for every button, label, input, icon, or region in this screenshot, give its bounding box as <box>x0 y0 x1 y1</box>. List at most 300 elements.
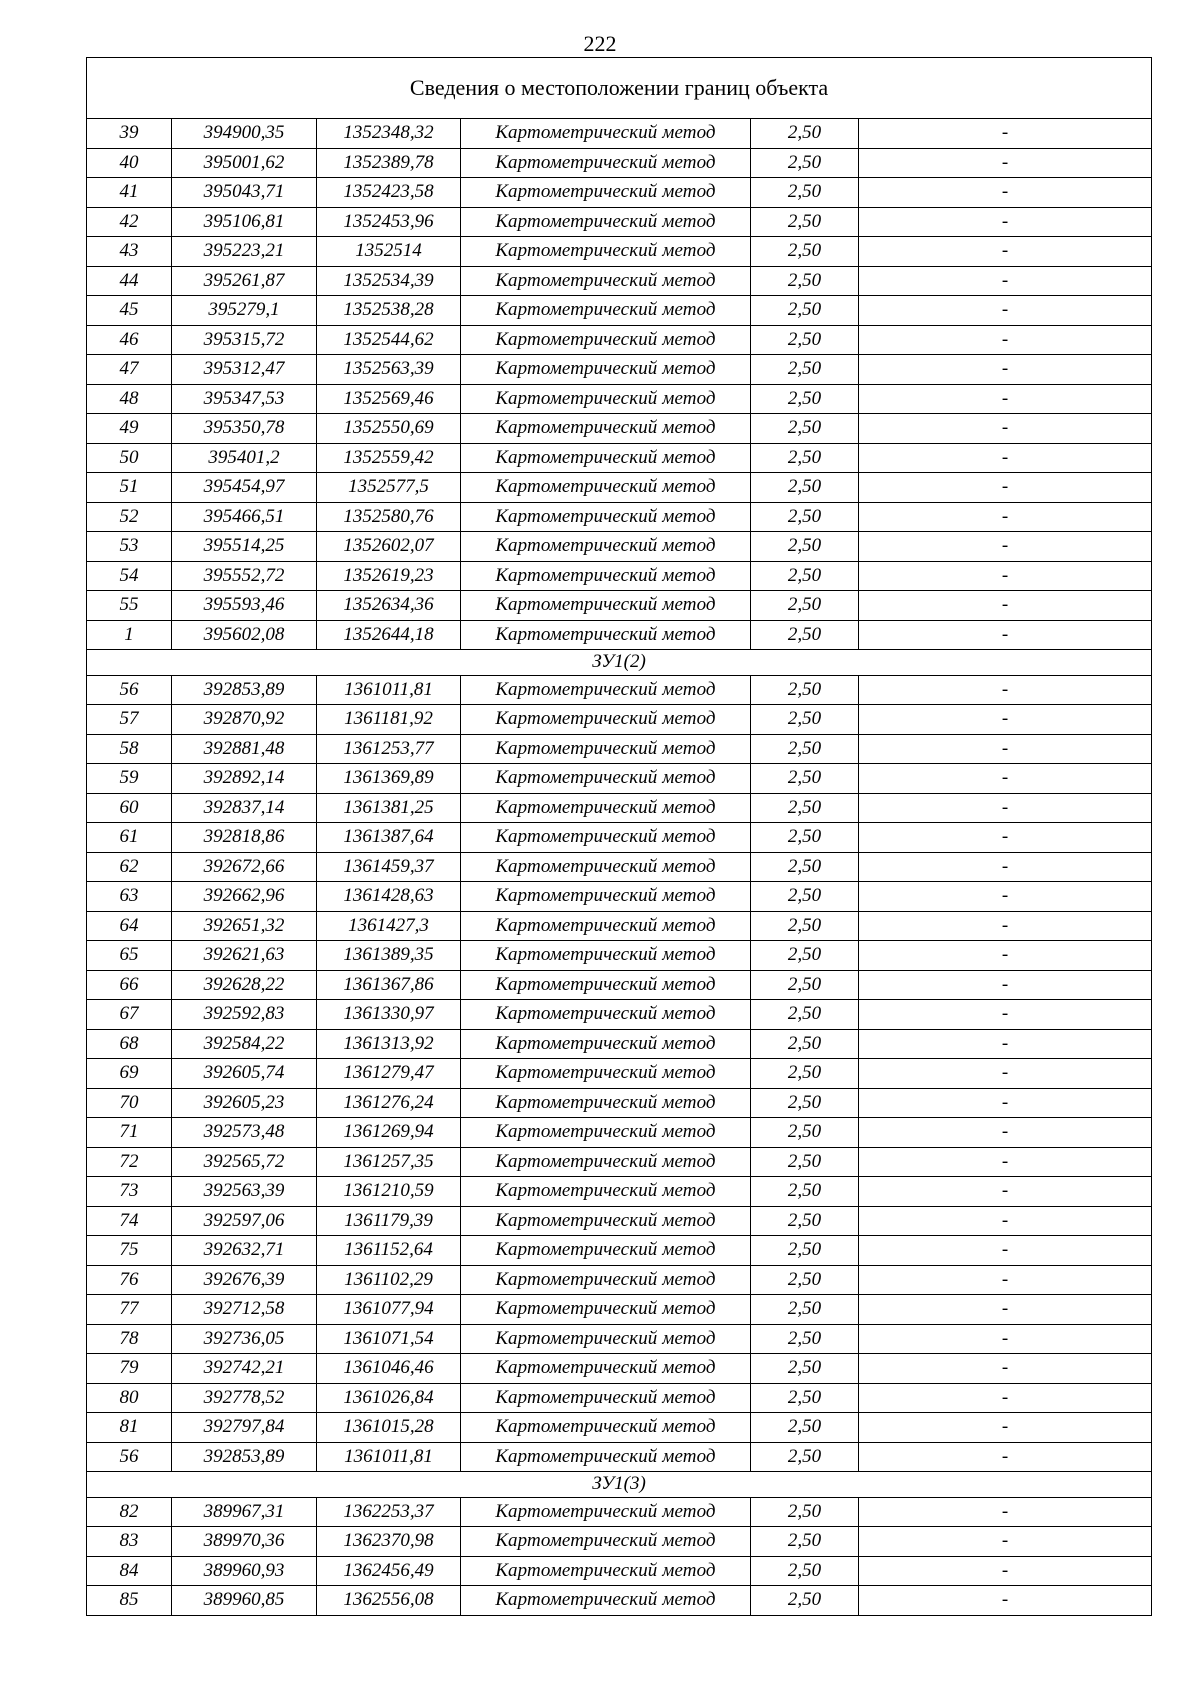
method-cell: Картометрический метод <box>461 1265 751 1295</box>
accuracy-cell: 2,50 <box>751 1059 859 1089</box>
method-cell: Картометрический метод <box>461 1442 751 1472</box>
accuracy-cell: 2,50 <box>751 561 859 591</box>
y-coordinate-cell: 1352644,18 <box>317 620 461 650</box>
accuracy-cell: 2,50 <box>751 823 859 853</box>
point-number-cell: 78 <box>87 1324 172 1354</box>
description-cell: - <box>859 911 1152 941</box>
point-number-cell: 57 <box>87 705 172 735</box>
x-coordinate-cell: 392632,71 <box>172 1236 317 1266</box>
y-coordinate-cell: 1352550,69 <box>317 414 461 444</box>
table-row <box>87 734 1152 764</box>
accuracy-cell: 2,50 <box>751 1029 859 1059</box>
description-cell: - <box>859 414 1152 444</box>
point-number-cell: 44 <box>87 266 172 296</box>
method-cell: Картометрический метод <box>461 207 751 237</box>
description-cell: - <box>859 1586 1152 1616</box>
x-coordinate-cell: 395315,72 <box>172 325 317 355</box>
y-coordinate-cell: 1361387,64 <box>317 823 461 853</box>
accuracy-cell: 2,50 <box>751 532 859 562</box>
table-row <box>87 764 1152 794</box>
method-cell: Картометрический метод <box>461 237 751 267</box>
method-cell: Картометрический метод <box>461 325 751 355</box>
point-number-cell: 82 <box>87 1497 172 1527</box>
table-row <box>87 266 1152 296</box>
table-row <box>87 355 1152 385</box>
method-cell: Картометрический метод <box>461 941 751 971</box>
table-row <box>87 705 1152 735</box>
y-coordinate-cell: 1362370,98 <box>317 1527 461 1557</box>
method-cell: Картометрический метод <box>461 266 751 296</box>
accuracy-cell: 2,50 <box>751 675 859 705</box>
accuracy-cell: 2,50 <box>751 355 859 385</box>
y-coordinate-cell: 1361381,25 <box>317 793 461 823</box>
y-coordinate-cell: 1361102,29 <box>317 1265 461 1295</box>
method-cell: Картометрический метод <box>461 1556 751 1586</box>
method-cell: Картометрический метод <box>461 1147 751 1177</box>
method-cell: Картометрический метод <box>461 1295 751 1325</box>
y-coordinate-cell: 1361427,3 <box>317 911 461 941</box>
description-cell: - <box>859 620 1152 650</box>
y-coordinate-cell: 1352453,96 <box>317 207 461 237</box>
x-coordinate-cell: 395350,78 <box>172 414 317 444</box>
description-cell: - <box>859 1497 1152 1527</box>
y-coordinate-cell: 1361313,92 <box>317 1029 461 1059</box>
accuracy-cell: 2,50 <box>751 970 859 1000</box>
point-number-cell: 58 <box>87 734 172 764</box>
table-row <box>87 1295 1152 1325</box>
x-coordinate-cell: 392565,72 <box>172 1147 317 1177</box>
method-cell: Картометрический метод <box>461 296 751 326</box>
point-number-cell: 85 <box>87 1586 172 1616</box>
table-row <box>87 941 1152 971</box>
point-number-cell: 51 <box>87 473 172 503</box>
point-number-cell: 47 <box>87 355 172 385</box>
table-row <box>87 620 1152 650</box>
description-cell: - <box>859 1088 1152 1118</box>
table-row <box>87 882 1152 912</box>
x-coordinate-cell: 389960,93 <box>172 1556 317 1586</box>
description-cell: - <box>859 119 1152 149</box>
method-cell: Картометрический метод <box>461 1383 751 1413</box>
method-cell: Картометрический метод <box>461 1497 751 1527</box>
method-cell: Картометрический метод <box>461 1118 751 1148</box>
description-cell: - <box>859 532 1152 562</box>
description-cell: - <box>859 675 1152 705</box>
point-number-cell: 67 <box>87 1000 172 1030</box>
table-row <box>87 1324 1152 1354</box>
y-coordinate-cell: 1361210,59 <box>317 1177 461 1207</box>
point-number-cell: 83 <box>87 1527 172 1557</box>
description-cell: - <box>859 1000 1152 1030</box>
y-coordinate-cell: 1352580,76 <box>317 502 461 532</box>
x-coordinate-cell: 392584,22 <box>172 1029 317 1059</box>
x-coordinate-cell: 392605,23 <box>172 1088 317 1118</box>
x-coordinate-cell: 392676,39 <box>172 1265 317 1295</box>
accuracy-cell: 2,50 <box>751 1236 859 1266</box>
description-cell: - <box>859 1206 1152 1236</box>
point-number-cell: 65 <box>87 941 172 971</box>
table-row <box>87 443 1152 473</box>
description-cell: - <box>859 852 1152 882</box>
description-cell: - <box>859 970 1152 1000</box>
accuracy-cell: 2,50 <box>751 414 859 444</box>
point-number-cell: 81 <box>87 1413 172 1443</box>
table-row <box>87 473 1152 503</box>
y-coordinate-cell: 1352602,07 <box>317 532 461 562</box>
table-row <box>87 591 1152 621</box>
method-cell: Картометрический метод <box>461 1059 751 1089</box>
table-row <box>87 1147 1152 1177</box>
table-row <box>87 1236 1152 1266</box>
description-cell: - <box>859 355 1152 385</box>
point-number-cell: 53 <box>87 532 172 562</box>
description-cell: - <box>859 178 1152 208</box>
y-coordinate-cell: 1352348,32 <box>317 119 461 149</box>
y-coordinate-cell: 1361071,54 <box>317 1324 461 1354</box>
accuracy-cell: 2,50 <box>751 1147 859 1177</box>
x-coordinate-cell: 395401,2 <box>172 443 317 473</box>
method-cell: Картометрический метод <box>461 414 751 444</box>
accuracy-cell: 2,50 <box>751 1295 859 1325</box>
accuracy-cell: 2,50 <box>751 384 859 414</box>
description-cell: - <box>859 473 1152 503</box>
accuracy-cell: 2,50 <box>751 296 859 326</box>
point-number-cell: 63 <box>87 882 172 912</box>
table-row <box>87 561 1152 591</box>
method-cell: Картометрический метод <box>461 1324 751 1354</box>
description-cell: - <box>859 1413 1152 1443</box>
y-coordinate-cell: 1361181,92 <box>317 705 461 735</box>
x-coordinate-cell: 392778,52 <box>172 1383 317 1413</box>
x-coordinate-cell: 392597,06 <box>172 1206 317 1236</box>
y-coordinate-cell: 1362253,37 <box>317 1497 461 1527</box>
point-number-cell: 60 <box>87 793 172 823</box>
description-cell: - <box>859 705 1152 735</box>
description-cell: - <box>859 384 1152 414</box>
description-cell: - <box>859 882 1152 912</box>
table-row <box>87 1088 1152 1118</box>
description-cell: - <box>859 1029 1152 1059</box>
accuracy-cell: 2,50 <box>751 591 859 621</box>
table-row <box>87 1383 1152 1413</box>
accuracy-cell: 2,50 <box>751 119 859 149</box>
point-number-cell: 68 <box>87 1029 172 1059</box>
y-coordinate-cell: 1361179,39 <box>317 1206 461 1236</box>
accuracy-cell: 2,50 <box>751 1527 859 1557</box>
method-cell: Картометрический метод <box>461 384 751 414</box>
y-coordinate-cell: 1361046,46 <box>317 1354 461 1384</box>
table-row <box>87 1206 1152 1236</box>
method-cell: Картометрический метод <box>461 443 751 473</box>
table-title: Сведения о местоположении границ объекта <box>87 58 1152 119</box>
y-coordinate-cell: 1362456,49 <box>317 1556 461 1586</box>
y-coordinate-cell: 1352559,42 <box>317 443 461 473</box>
accuracy-cell: 2,50 <box>751 1497 859 1527</box>
point-number-cell: 64 <box>87 911 172 941</box>
y-coordinate-cell: 1361428,63 <box>317 882 461 912</box>
description-cell: - <box>859 764 1152 794</box>
accuracy-cell: 2,50 <box>751 148 859 178</box>
accuracy-cell: 2,50 <box>751 911 859 941</box>
point-number-cell: 42 <box>87 207 172 237</box>
method-cell: Картометрический метод <box>461 823 751 853</box>
x-coordinate-cell: 395106,81 <box>172 207 317 237</box>
method-cell: Картометрический метод <box>461 1029 751 1059</box>
table-row <box>87 1118 1152 1148</box>
point-number-cell: 77 <box>87 1295 172 1325</box>
x-coordinate-cell: 392573,48 <box>172 1118 317 1148</box>
method-cell: Картометрический метод <box>461 620 751 650</box>
method-cell: Картометрический метод <box>461 764 751 794</box>
description-cell: - <box>859 734 1152 764</box>
y-coordinate-cell: 1361152,64 <box>317 1236 461 1266</box>
page-number: 222 <box>583 31 617 56</box>
accuracy-cell: 2,50 <box>751 502 859 532</box>
x-coordinate-cell: 392853,89 <box>172 1442 317 1472</box>
y-coordinate-cell: 1352563,39 <box>317 355 461 385</box>
y-coordinate-cell: 1361276,24 <box>317 1088 461 1118</box>
accuracy-cell: 2,50 <box>751 1265 859 1295</box>
method-cell: Картометрический метод <box>461 1413 751 1443</box>
point-number-cell: 39 <box>87 119 172 149</box>
x-coordinate-cell: 392742,21 <box>172 1354 317 1384</box>
table-row <box>87 207 1152 237</box>
table-row <box>87 970 1152 1000</box>
x-coordinate-cell: 395261,87 <box>172 266 317 296</box>
y-coordinate-cell: 1361015,28 <box>317 1413 461 1443</box>
description-cell: - <box>859 1556 1152 1586</box>
method-cell: Картометрический метод <box>461 1177 751 1207</box>
x-coordinate-cell: 392605,74 <box>172 1059 317 1089</box>
description-cell: - <box>859 1147 1152 1177</box>
description-cell: - <box>859 1442 1152 1472</box>
accuracy-cell: 2,50 <box>751 1442 859 1472</box>
accuracy-cell: 2,50 <box>751 1586 859 1616</box>
point-number-cell: 41 <box>87 178 172 208</box>
description-cell: - <box>859 941 1152 971</box>
description-cell: - <box>859 266 1152 296</box>
table-row <box>87 1059 1152 1089</box>
accuracy-cell: 2,50 <box>751 207 859 237</box>
y-coordinate-cell: 1361459,37 <box>317 852 461 882</box>
description-cell: - <box>859 237 1152 267</box>
point-number-cell: 40 <box>87 148 172 178</box>
y-coordinate-cell: 1361269,94 <box>317 1118 461 1148</box>
x-coordinate-cell: 392797,84 <box>172 1413 317 1443</box>
description-cell: - <box>859 1324 1152 1354</box>
x-coordinate-cell: 395466,51 <box>172 502 317 532</box>
x-coordinate-cell: 395602,08 <box>172 620 317 650</box>
table-title-row <box>87 58 1152 119</box>
accuracy-cell: 2,50 <box>751 1000 859 1030</box>
table-row <box>87 1000 1152 1030</box>
method-cell: Картометрический метод <box>461 1000 751 1030</box>
table-row <box>87 148 1152 178</box>
table-row <box>87 1497 1152 1527</box>
accuracy-cell: 2,50 <box>751 1413 859 1443</box>
y-coordinate-cell: 1361367,86 <box>317 970 461 1000</box>
description-cell: - <box>859 561 1152 591</box>
description-cell: - <box>859 1295 1152 1325</box>
y-coordinate-cell: 1361257,35 <box>317 1147 461 1177</box>
y-coordinate-cell: 1361253,77 <box>317 734 461 764</box>
description-cell: - <box>859 148 1152 178</box>
accuracy-cell: 2,50 <box>751 1206 859 1236</box>
x-coordinate-cell: 392837,14 <box>172 793 317 823</box>
point-number-cell: 69 <box>87 1059 172 1089</box>
x-coordinate-cell: 389960,85 <box>172 1586 317 1616</box>
accuracy-cell: 2,50 <box>751 1088 859 1118</box>
x-coordinate-cell: 392736,05 <box>172 1324 317 1354</box>
method-cell: Картометрический метод <box>461 970 751 1000</box>
x-coordinate-cell: 392712,58 <box>172 1295 317 1325</box>
x-coordinate-cell: 395347,53 <box>172 384 317 414</box>
table-row <box>87 1442 1152 1472</box>
x-coordinate-cell: 392563,39 <box>172 1177 317 1207</box>
method-cell: Картометрический метод <box>461 1354 751 1384</box>
x-coordinate-cell: 392621,63 <box>172 941 317 971</box>
description-cell: - <box>859 793 1152 823</box>
table-row <box>87 119 1152 149</box>
table-row <box>87 1354 1152 1384</box>
x-coordinate-cell: 392628,22 <box>172 970 317 1000</box>
y-coordinate-cell: 1362556,08 <box>317 1586 461 1616</box>
table-row <box>87 793 1152 823</box>
description-cell: - <box>859 1354 1152 1384</box>
x-coordinate-cell: 389970,36 <box>172 1527 317 1557</box>
method-cell: Картометрический метод <box>461 178 751 208</box>
x-coordinate-cell: 395223,21 <box>172 237 317 267</box>
table-row <box>87 296 1152 326</box>
method-cell: Картометрический метод <box>461 734 751 764</box>
x-coordinate-cell: 395552,72 <box>172 561 317 591</box>
point-number-cell: 72 <box>87 1147 172 1177</box>
x-coordinate-cell: 392853,89 <box>172 675 317 705</box>
x-coordinate-cell: 394900,35 <box>172 119 317 149</box>
x-coordinate-cell: 392592,83 <box>172 1000 317 1030</box>
y-coordinate-cell: 1352634,36 <box>317 591 461 621</box>
point-number-cell: 80 <box>87 1383 172 1413</box>
description-cell: - <box>859 296 1152 326</box>
point-number-cell: 43 <box>87 237 172 267</box>
y-coordinate-cell: 1352569,46 <box>317 384 461 414</box>
table-body <box>87 58 1152 1616</box>
point-number-cell: 56 <box>87 1442 172 1472</box>
method-cell: Картометрический метод <box>461 882 751 912</box>
point-number-cell: 66 <box>87 970 172 1000</box>
table-row <box>87 384 1152 414</box>
table-row <box>87 1029 1152 1059</box>
y-coordinate-cell: 1352538,28 <box>317 296 461 326</box>
method-cell: Картометрический метод <box>461 532 751 562</box>
x-coordinate-cell: 395454,97 <box>172 473 317 503</box>
accuracy-cell: 2,50 <box>751 620 859 650</box>
point-number-cell: 75 <box>87 1236 172 1266</box>
accuracy-cell: 2,50 <box>751 443 859 473</box>
table-row <box>87 414 1152 444</box>
point-number-cell: 84 <box>87 1556 172 1586</box>
accuracy-cell: 2,50 <box>751 852 859 882</box>
method-cell: Картометрический метод <box>461 355 751 385</box>
point-number-cell: 50 <box>87 443 172 473</box>
y-coordinate-cell: 1352514 <box>317 237 461 267</box>
accuracy-cell: 2,50 <box>751 1324 859 1354</box>
accuracy-cell: 2,50 <box>751 882 859 912</box>
description-cell: - <box>859 1236 1152 1266</box>
method-cell: Картометрический метод <box>461 1088 751 1118</box>
table-row <box>87 502 1152 532</box>
method-cell: Картометрический метод <box>461 705 751 735</box>
table-row <box>87 1586 1152 1616</box>
x-coordinate-cell: 395279,1 <box>172 296 317 326</box>
method-cell: Картометрический метод <box>461 793 751 823</box>
section-label: ЗУ1(3) <box>87 1472 1152 1498</box>
description-cell: - <box>859 591 1152 621</box>
y-coordinate-cell: 1361077,94 <box>317 1295 461 1325</box>
point-number-cell: 71 <box>87 1118 172 1148</box>
point-number-cell: 56 <box>87 675 172 705</box>
method-cell: Картометрический метод <box>461 473 751 503</box>
table-row <box>87 1527 1152 1557</box>
accuracy-cell: 2,50 <box>751 734 859 764</box>
point-number-cell: 45 <box>87 296 172 326</box>
method-cell: Картометрический метод <box>461 502 751 532</box>
accuracy-cell: 2,50 <box>751 705 859 735</box>
point-number-cell: 49 <box>87 414 172 444</box>
method-cell: Картометрический метод <box>461 1236 751 1266</box>
y-coordinate-cell: 1352423,58 <box>317 178 461 208</box>
description-cell: - <box>859 1383 1152 1413</box>
accuracy-cell: 2,50 <box>751 473 859 503</box>
point-number-cell: 62 <box>87 852 172 882</box>
y-coordinate-cell: 1361389,35 <box>317 941 461 971</box>
table-row <box>87 852 1152 882</box>
x-coordinate-cell: 392892,14 <box>172 764 317 794</box>
method-cell: Картометрический метод <box>461 911 751 941</box>
section-label: ЗУ1(2) <box>87 650 1152 676</box>
x-coordinate-cell: 395312,47 <box>172 355 317 385</box>
description-cell: - <box>859 1177 1152 1207</box>
point-number-cell: 73 <box>87 1177 172 1207</box>
accuracy-cell: 2,50 <box>751 1177 859 1207</box>
accuracy-cell: 2,50 <box>751 1118 859 1148</box>
description-cell: - <box>859 325 1152 355</box>
accuracy-cell: 2,50 <box>751 266 859 296</box>
table-row <box>87 1265 1152 1295</box>
y-coordinate-cell: 1352389,78 <box>317 148 461 178</box>
y-coordinate-cell: 1352544,62 <box>317 325 461 355</box>
x-coordinate-cell: 392662,96 <box>172 882 317 912</box>
point-number-cell: 1 <box>87 620 172 650</box>
method-cell: Картометрический метод <box>461 1206 751 1236</box>
y-coordinate-cell: 1352577,5 <box>317 473 461 503</box>
x-coordinate-cell: 392672,66 <box>172 852 317 882</box>
x-coordinate-cell: 392651,32 <box>172 911 317 941</box>
method-cell: Картометрический метод <box>461 591 751 621</box>
section-header-row <box>87 650 1152 676</box>
table-row <box>87 325 1152 355</box>
point-number-cell: 74 <box>87 1206 172 1236</box>
table-row <box>87 532 1152 562</box>
accuracy-cell: 2,50 <box>751 1383 859 1413</box>
point-number-cell: 59 <box>87 764 172 794</box>
point-number-cell: 46 <box>87 325 172 355</box>
x-coordinate-cell: 389967,31 <box>172 1497 317 1527</box>
method-cell: Картометрический метод <box>461 148 751 178</box>
boundary-coordinates-table <box>86 57 1152 1616</box>
method-cell: Картометрический метод <box>461 1586 751 1616</box>
accuracy-cell: 2,50 <box>751 764 859 794</box>
